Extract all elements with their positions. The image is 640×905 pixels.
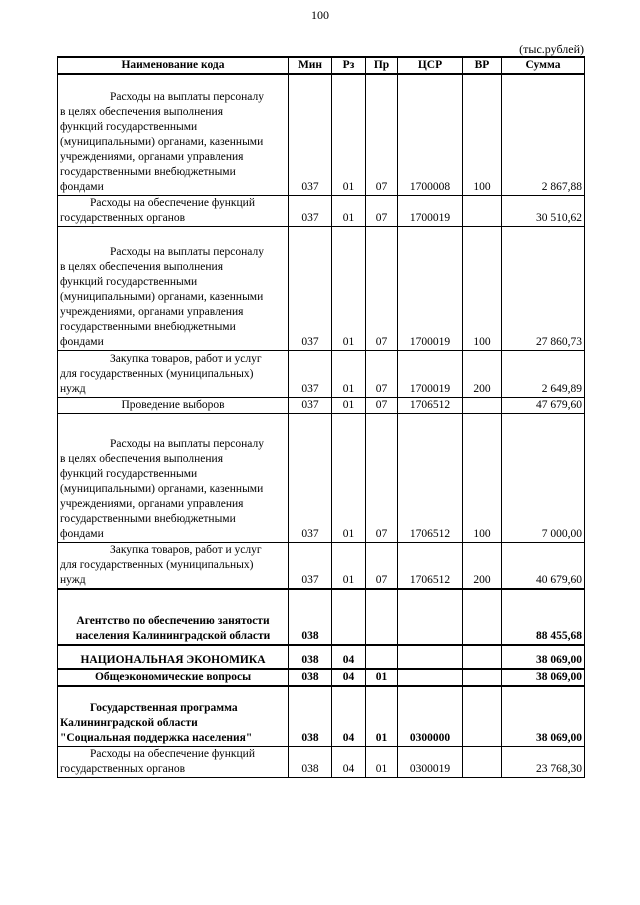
row-name bbox=[58, 195, 289, 226]
table-row bbox=[58, 226, 585, 350]
row-name-line: Расходы на обеспечение функций bbox=[90, 196, 255, 209]
row-name-line: государственными внебюджетными bbox=[60, 165, 236, 178]
row-name-line: населения Калининградской области bbox=[75, 630, 271, 642]
row-name-line: Закупка товаров, работ и услуг bbox=[110, 544, 262, 556]
row-pr: 01 bbox=[366, 669, 398, 686]
row-name-line: функций государственными bbox=[60, 120, 198, 133]
row-rz: 01 bbox=[332, 226, 366, 350]
row-name-line: Калининградской области bbox=[60, 716, 198, 729]
row-csr: 0300019 bbox=[398, 746, 463, 777]
header-min: Мин bbox=[289, 57, 332, 74]
row-csr: 1700019 bbox=[398, 195, 463, 226]
row-vr bbox=[463, 669, 502, 686]
row-csr bbox=[398, 669, 463, 686]
table-row bbox=[58, 542, 585, 589]
header-pr: Пр bbox=[366, 57, 398, 74]
row-name-line: для государственных (муниципальных) bbox=[60, 367, 254, 380]
row-name-line: в целях обеспечения выполнения bbox=[60, 452, 223, 465]
row-name-line: "Социальная поддержка населения" bbox=[60, 731, 253, 744]
table-row bbox=[58, 397, 585, 413]
row-name bbox=[58, 226, 289, 350]
row-pr bbox=[366, 645, 398, 669]
row-pr: 07 bbox=[366, 397, 398, 413]
row-name-line: государственных органов bbox=[60, 211, 186, 224]
table-row bbox=[58, 195, 585, 226]
row-csr: 1700019 bbox=[398, 226, 463, 350]
row-name-line: Общеэкономические вопросы bbox=[94, 671, 252, 683]
row-rz bbox=[332, 589, 366, 645]
row-vr bbox=[463, 746, 502, 777]
row-name-line: функций государственными bbox=[60, 275, 198, 288]
row-vr bbox=[463, 397, 502, 413]
header-rz: Рз bbox=[332, 57, 366, 74]
row-vr bbox=[463, 645, 502, 669]
row-pr: 07 bbox=[366, 413, 398, 542]
budget-table bbox=[57, 56, 585, 778]
row-name-line: Проведение выборов bbox=[121, 398, 225, 411]
row-min: 037 bbox=[289, 350, 332, 397]
row-name-line: Расходы на выплаты персоналу bbox=[110, 90, 264, 103]
table-row bbox=[58, 350, 585, 397]
row-min: 037 bbox=[289, 226, 332, 350]
row-pr: 07 bbox=[366, 226, 398, 350]
row-name-line: нужд bbox=[60, 382, 86, 395]
row-sum: 30 510,62 bbox=[502, 195, 585, 226]
row-csr bbox=[398, 589, 463, 645]
row-vr: 200 bbox=[463, 542, 502, 589]
row-sum: 7 000,00 bbox=[502, 413, 585, 542]
row-name bbox=[58, 746, 289, 777]
row-name bbox=[58, 589, 289, 645]
row-name-line: Агентство по обеспечению занятости bbox=[76, 615, 270, 627]
row-name-line: в целях обеспечения выполнения bbox=[60, 105, 223, 118]
row-name-line: фондами bbox=[60, 527, 104, 540]
table-row bbox=[58, 686, 585, 746]
row-sum: 38 069,00 bbox=[502, 686, 585, 746]
table-row bbox=[58, 645, 585, 669]
row-name-line: (муниципальными) органами, казенными bbox=[60, 290, 264, 303]
row-vr: 200 bbox=[463, 350, 502, 397]
row-min: 038 bbox=[289, 645, 332, 669]
row-csr: 1700008 bbox=[398, 74, 463, 195]
row-vr: 100 bbox=[463, 74, 502, 195]
row-sum: 47 679,60 bbox=[502, 397, 585, 413]
row-name-line: функций государственными bbox=[60, 467, 198, 480]
row-pr: 01 bbox=[366, 746, 398, 777]
row-rz: 01 bbox=[332, 195, 366, 226]
row-name-line: государственными внебюджетными bbox=[60, 512, 236, 525]
row-pr: 07 bbox=[366, 74, 398, 195]
row-csr: 0300000 bbox=[398, 686, 463, 746]
row-csr: 1706512 bbox=[398, 542, 463, 589]
row-name-line: Государственная программа bbox=[90, 701, 238, 714]
row-name-line: для государственных (муниципальных) bbox=[60, 559, 254, 571]
row-name-line: фондами bbox=[60, 180, 104, 193]
header-name: Наименование кода bbox=[58, 57, 289, 74]
row-name bbox=[58, 350, 289, 397]
row-min: 038 bbox=[289, 669, 332, 686]
row-pr: 07 bbox=[366, 195, 398, 226]
row-name-line: Расходы на выплаты персоналу bbox=[110, 245, 264, 258]
row-name-line: государственных органов bbox=[60, 762, 186, 775]
row-name-line: учреждениями, органами управления bbox=[60, 497, 244, 510]
row-min: 037 bbox=[289, 195, 332, 226]
row-min: 037 bbox=[289, 542, 332, 589]
row-min: 037 bbox=[289, 413, 332, 542]
row-csr: 1706512 bbox=[398, 413, 463, 542]
table-row bbox=[58, 746, 585, 777]
row-pr: 07 bbox=[366, 542, 398, 589]
row-rz: 04 bbox=[332, 686, 366, 746]
row-vr bbox=[463, 686, 502, 746]
row-name bbox=[58, 686, 289, 746]
row-min: 038 bbox=[289, 589, 332, 645]
row-sum: 27 860,73 bbox=[502, 226, 585, 350]
row-sum: 23 768,30 bbox=[502, 746, 585, 777]
row-name bbox=[58, 669, 289, 686]
row-csr bbox=[398, 645, 463, 669]
row-rz: 01 bbox=[332, 542, 366, 589]
row-name-line: (муниципальными) органами, казенными bbox=[60, 482, 264, 495]
row-vr: 100 bbox=[463, 226, 502, 350]
row-vr: 100 bbox=[463, 413, 502, 542]
row-name-line: (муниципальными) органами, казенными bbox=[60, 135, 264, 148]
row-name-line: в целях обеспечения выполнения bbox=[60, 260, 223, 273]
row-name-line: Закупка товаров, работ и услуг bbox=[110, 352, 262, 365]
row-name-line: учреждениями, органами управления bbox=[60, 305, 244, 318]
row-name-line: нужд bbox=[60, 574, 86, 586]
row-name bbox=[58, 397, 289, 413]
header-sum: Сумма bbox=[502, 57, 585, 74]
row-name-line: фондами bbox=[60, 335, 104, 348]
row-rz: 04 bbox=[332, 746, 366, 777]
row-rz: 01 bbox=[332, 397, 366, 413]
row-csr: 1700019 bbox=[398, 350, 463, 397]
row-min: 038 bbox=[289, 686, 332, 746]
row-sum: 40 679,60 bbox=[502, 542, 585, 589]
header-csr: ЦСР bbox=[398, 57, 463, 74]
row-name-line: учреждениями, органами управления bbox=[60, 150, 244, 163]
row-rz: 04 bbox=[332, 645, 366, 669]
table-header-row bbox=[58, 57, 585, 74]
row-name-line: Расходы на обеспечение функций bbox=[90, 747, 255, 760]
table-row bbox=[58, 669, 585, 686]
row-pr: 01 bbox=[366, 686, 398, 746]
row-name-line: Расходы на выплаты персоналу bbox=[110, 437, 264, 450]
row-sum: 88 455,68 bbox=[502, 589, 585, 645]
row-name bbox=[58, 413, 289, 542]
row-pr bbox=[366, 589, 398, 645]
row-csr: 1706512 bbox=[398, 397, 463, 413]
table-row bbox=[58, 74, 585, 195]
row-name bbox=[58, 74, 289, 195]
row-name bbox=[58, 645, 289, 669]
row-rz: 01 bbox=[332, 74, 366, 195]
row-rz: 04 bbox=[332, 669, 366, 686]
row-sum: 2 649,89 bbox=[502, 350, 585, 397]
row-min: 038 bbox=[289, 746, 332, 777]
table-row bbox=[58, 589, 585, 645]
table-row bbox=[58, 413, 585, 542]
row-vr bbox=[463, 195, 502, 226]
row-name-line: НАЦИОНАЛЬНАЯ ЭКОНОМИКА bbox=[80, 654, 266, 666]
row-sum: 38 069,00 bbox=[502, 669, 585, 686]
header-vr: ВР bbox=[463, 57, 502, 74]
row-rz: 01 bbox=[332, 413, 366, 542]
row-min: 037 bbox=[289, 74, 332, 195]
row-min: 037 bbox=[289, 397, 332, 413]
row-name-line: государственными внебюджетными bbox=[60, 320, 236, 333]
unit-note: (тыс.рублей) bbox=[519, 42, 584, 56]
page-number: 100 bbox=[311, 8, 329, 22]
row-name bbox=[58, 542, 289, 589]
row-vr bbox=[463, 589, 502, 645]
row-sum: 38 069,00 bbox=[502, 645, 585, 669]
row-sum: 2 867,88 bbox=[502, 74, 585, 195]
row-pr: 07 bbox=[366, 350, 398, 397]
row-rz: 01 bbox=[332, 350, 366, 397]
